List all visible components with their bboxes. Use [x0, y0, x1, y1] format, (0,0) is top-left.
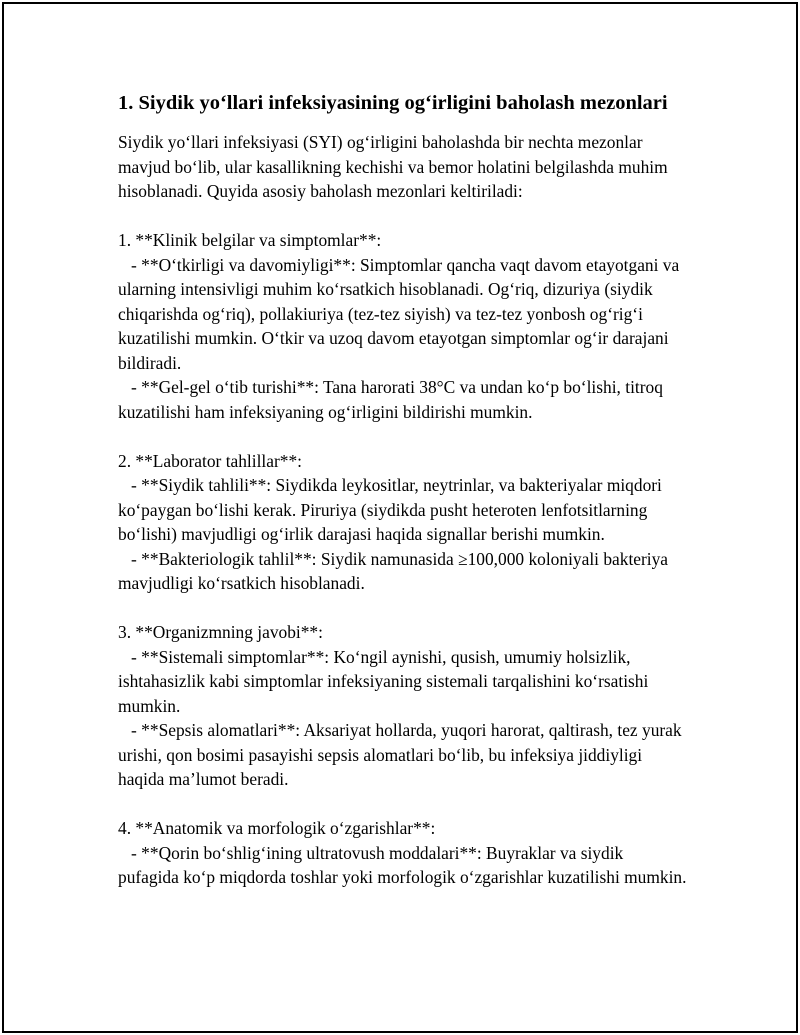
list-item: - **O‘tkirligi va davomiyligi**: Simptomlar qancha vaqt davom etayotgani va ularning intensivligi muhim ko‘rsatkich hisoblanadi. Og‘riq, dizuriya (siydik chiqarishda og‘riq), pollakiuriya (tez-tez siyish) va tez-tez yonbosh og‘rig‘i kuzatilishi mumkin. O‘tkir va uzoq davom etayotgan simptomlar og‘ir darajani bildiradi.	[118, 254, 684, 373]
section-heading: 2. **Laborator tahlillar**:	[118, 450, 302, 471]
section-anatomical-changes	[118, 816, 688, 890]
section-heading: 3. **Organizmning javobi**:	[118, 622, 323, 642]
list-item: - **Sistemali simptomlar**: Ko‘ngil aynishi, qusish, umumiy holsizlik, ishtahasizlik kabi simptomlar infeksiyaning sistemali tarqalishini ko‘rsatishi mumkin.	[118, 646, 653, 716]
section-heading: 1. **Klinik belgilar va simptomlar**:	[118, 230, 382, 250]
section-laboratory-tests	[118, 449, 688, 596]
document-title: 1. Siydik yo‘llari infeksiyasining og‘irligini baholash mezonlari	[118, 92, 668, 114]
spacer	[118, 424, 688, 449]
spacer	[118, 596, 688, 621]
list-item: - **Siydik tahlili**: Siydikda leykositlar, neytrinlar, va bakteriyalar miqdori ko‘paygan bo‘lishi kerak. Piruriya (siydikda pusht heteroten lenfotsitlarning bo‘lishi) mavjudligi og‘irlik darajasi haqida signallar berishi mumkin.	[118, 475, 667, 544]
spacer	[118, 204, 688, 229]
list-item: - **Bakteriologik tahlil**: Siydik namunasida ≥100,000 koloniyali bakteriya mavjudligi ko‘rsatkich hisoblanadi.	[118, 548, 673, 593]
list-item: - **Gel-gel o‘tib turishi**: Tana harorati 38°C va undan ko‘p bo‘lishi, titroq kuzatilishi ham infeksiyaning og‘irligini bildirishi mumkin.	[118, 377, 668, 422]
intro-paragraph: Siydik yo‘llari infeksiyasi (SYI) og‘irligini baholashda bir nechta mezonlar mavjud bo‘lib, ular kasallikning kechishi va bemor holatini belgilashda muhim hisoblanadi. Quyida asosiy baholash mezonlari keltiriladi:	[118, 132, 668, 201]
document-body	[118, 88, 688, 890]
list-item: - **Qorin bo‘shlig‘ining ultratovush moddalari**: Buyraklar va siydik pufagida ko‘p miqdorda toshlar yoki morfologik o‘zgarishlar kuzatilishi mumkin.	[118, 842, 687, 887]
spacer	[118, 792, 688, 817]
section-body-response	[118, 620, 688, 792]
section-heading: 4. **Anatomik va morfologik o‘zgarishlar**:	[118, 818, 436, 838]
section-clinical-signs	[118, 228, 688, 424]
list-item: - **Sepsis alomatlari**: Aksariyat hollarda, yuqori harorat, qaltirash, tez yurak urishi, qon bosimi pasayishi sepsis alomatlari bo‘lib, bu infeksiya jiddiyligi haqida ma’lumot beradi.	[118, 720, 686, 789]
